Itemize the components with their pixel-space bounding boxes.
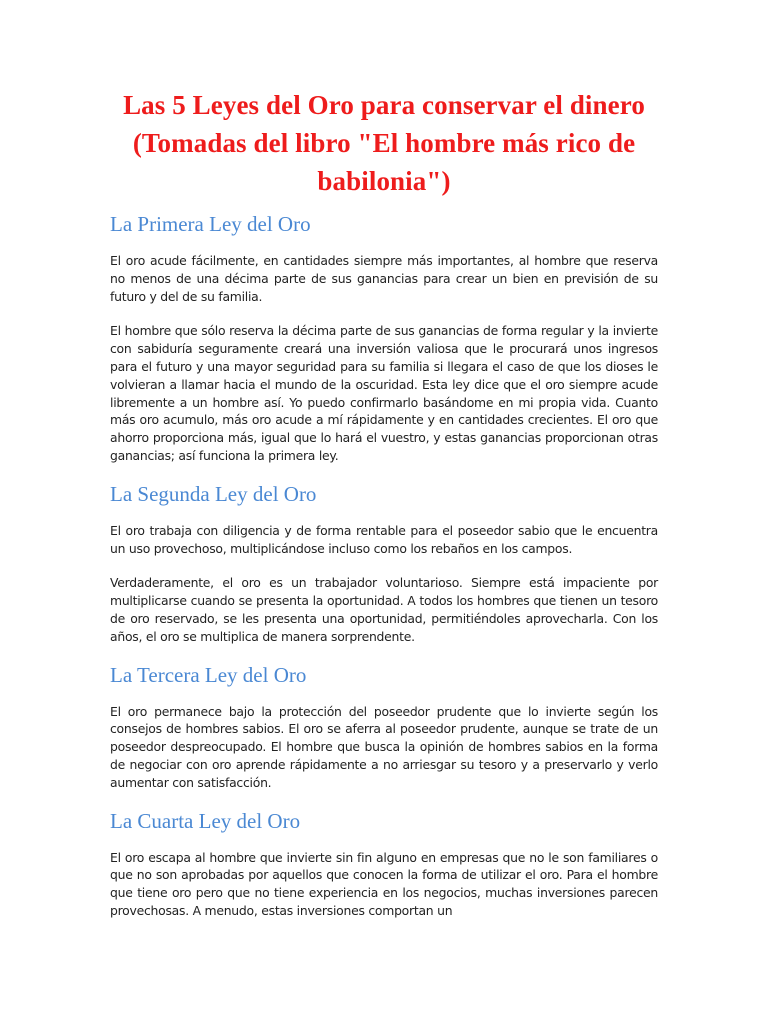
paragraph: El oro acude fácilmente, en cantidades siempre más importantes, al hombre que reserva no menos de una décima parte de sus ganancias para crear un bien en previsión de su futuro y del de su familia. — [110, 253, 658, 304]
section-heading: La Primera Ley del Oro — [110, 212, 311, 236]
document-page — [110, 86, 658, 920]
section-heading: La Tercera Ley del Oro — [110, 662, 307, 687]
section-heading: La Segunda Ley del Oro — [110, 481, 317, 506]
paragraph: Verdaderamente, el oro es un trabajador voluntarioso. Siempre está impaciente por multiplicarse cuando se presenta la oportunidad. A todos los hombres que tienen un tesoro de oro reservado, se les presenta una oportunidad, permitiéndoles aprovecharla. Con los años, el oro se multiplica de manera sorprendente. — [110, 575, 658, 644]
section-heading: La Cuarta Ley del Oro — [110, 808, 301, 833]
document-title: Las 5 Leyes del Oro para conservar el dinero (Tomadas del libro "El hombre más rico de babilonia") — [123, 90, 645, 196]
paragraph: El oro escapa al hombre que invierte sin fin alguno en empresas que no le son familiares o que no son aprobadas por aquellos que conocen la forma de utilizar el oro. Para el hombre que tiene oro pero que no tiene experiencia en los negocios, muchas inversiones parecen provechosas. A menudo, estas inversiones comportan un — [110, 849, 658, 918]
paragraph: El oro trabaja con diligencia y de forma rentable para el poseedor sabio que le encuentra un uso provechoso, multiplicándose incluso como los rebaños en los campos. — [110, 522, 658, 556]
paragraph: El hombre que sólo reserva la décima parte de sus ganancias de forma regular y la invierte con sabiduría seguramente creará una inversión valiosa que le procurará unos ingresos para el futuro y una mayor seguridad para su familia si llegara el caso de que los dioses le volvieran a llamar hacia el mundo de la oscuridad. Esta ley dice que el oro siempre acude libremente a un hombre así. Yo puedo confirmarlo basándome en mi propia vida. Cuanto más oro acumulo, más oro acude a mí rápidamente y en cantidades crecientes. El oro que ahorro proporciona más, igual que lo hará el vuestro, y estas ganancias proporcionan otras ganancias; así funciona la primera ley. — [110, 323, 658, 463]
section-segunda-ley — [110, 480, 658, 646]
section-primera-ley — [110, 210, 658, 465]
paragraph: El oro permanece bajo la protección del poseedor prudente que lo invierte según los consejos de hombres sabios. El oro se aferra al poseedor prudente, aunque se trate de un poseedor despreocupado. El hombre que busca la opinión de hombres sabios en la forma de negociar con oro aprende rápidamente a no arriesgar su tesoro y a preservarlo y verlo aumentar con satisfacción. — [110, 703, 658, 790]
section-cuarta-ley — [110, 807, 658, 920]
section-tercera-ley — [110, 661, 658, 792]
